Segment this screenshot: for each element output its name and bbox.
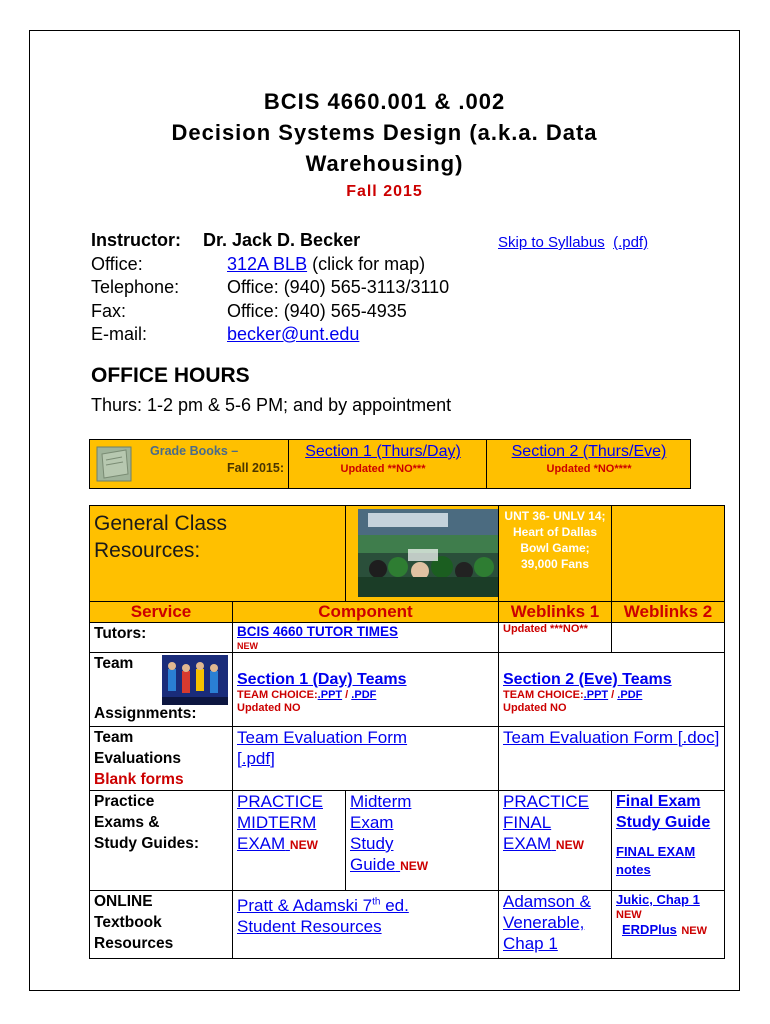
new-badge: NEW [616,909,642,921]
fax-label: Fax: [91,300,127,321]
link-text: Pratt & Adamski 7 [237,895,373,915]
online-textbook-label [90,891,233,959]
team-assignments-label-cell [90,653,233,727]
evaluations-label-line2: Evaluations [94,750,181,767]
skip-links [498,231,648,255]
office-value [227,253,425,277]
evaluation-form-doc-link[interactable]: .doc [682,728,715,747]
grade-books-bar [89,439,691,489]
instructor-name: Dr. Jack D. Becker [203,230,361,250]
fax-row [91,300,681,324]
jukic-cell [612,891,725,959]
section-2-teams-link[interactable]: Section 2 (Eve) Teams [503,671,672,688]
resources-table-wrap [89,505,725,959]
section-2-updated: Updated NO [503,702,567,714]
practice-exams-row [90,791,725,891]
grade-book-icon [94,444,134,484]
team-photo [162,655,228,705]
student-resources-link[interactable]: Student Resources [237,916,382,936]
email-row [91,323,681,347]
link-line: MIDTERM [237,813,317,832]
new-badge: NEW [289,838,318,852]
section-2-ppt-link[interactable]: .PPT [583,689,609,701]
course-title: BCIS 4660.001 & .002 [263,89,506,114]
pratt-cell [233,891,499,959]
office-map-link[interactable]: 312A BLB [227,253,308,274]
team-label: Team [94,655,134,672]
link-line: Midterm [350,792,412,811]
online-label-line3: Resources [94,935,174,952]
tutors-row [90,623,725,653]
resources-table [89,505,725,959]
grade-books-label [138,443,288,477]
new-badge: NEW [400,859,429,873]
online-textbook-row [90,891,725,959]
online-label-line1: ONLINE [94,893,153,910]
section-1-pdf-link[interactable]: .PDF [351,689,377,701]
team-assignments-row [90,653,725,727]
link-line: Exam [350,813,394,832]
adamson-cell [499,891,612,959]
link-line: Study [350,834,394,853]
practice-label-line1: Practice [94,793,155,810]
team-choice-label: TEAM CHOICE: [503,689,584,701]
link-line: PRACTICE [237,792,323,811]
grade-book-section-2-link[interactable]: Section 2 (Thurs/Eve) [511,443,667,460]
section-1-updated: Updated NO [237,702,301,714]
telephone-value: Office: (940) 565-3113/3110 [227,277,450,297]
jukic-chapter-link[interactable]: Jukic, Chap 1 [616,892,700,907]
section-1-teams-link[interactable]: Section 1 (Day) Teams [237,671,407,688]
tutors-component [233,623,499,653]
tutors-weblink-1 [499,623,612,653]
bowl-caption: UNT 36- UNLV 14; Heart of Dallas Bowl Game; 39,000 Fans [504,509,606,571]
new-badge: NEW [681,925,708,937]
resources-header-row [90,602,725,623]
section-1-team-choice [237,689,494,702]
final-guide-cell [612,791,725,891]
title-block [29,86,740,201]
link-line: Guide [350,855,396,874]
adamson-venerable-link[interactable] [503,892,591,953]
new-badge: NEW [555,838,584,852]
link-line: FINAL [503,813,552,832]
midterm-guide-cell [346,791,499,891]
grade-book-section-1-status: Updated **NO*** [340,463,426,475]
fax-value: Office: (940) 565-4935 [227,300,407,321]
blank-forms-label: Blank forms [94,771,184,788]
evaluations-label-line1: Team [94,729,134,746]
team-choice-label: TEAM CHOICE: [237,689,318,701]
tutors-weblink-2 [612,623,725,653]
superscript: th [372,896,381,907]
section-1-ppt-link[interactable]: .PPT [317,689,343,701]
office-hours-heading: OFFICE HOURS [91,364,250,387]
contact-block [91,229,681,347]
bracket: ] [714,728,720,747]
tutors-status: Updated ***NO** [503,623,588,635]
bracket: ] [270,749,275,768]
resources-banner-row [90,506,725,602]
section-2-pdf-link[interactable]: .PDF [617,689,643,701]
separator: / [342,689,352,701]
practice-exams-label [90,791,233,891]
resources-title-cell [90,506,346,602]
instructor-label: Instructor: [91,230,181,250]
office-row [91,253,681,277]
bowl-game-photo [358,509,498,597]
link-line: PRACTICE [503,792,589,811]
tutors-label: Tutors: [90,623,233,653]
grade-book-section-1 [289,443,477,475]
team-evaluations-label [90,727,233,791]
final-exam-study-guide-link[interactable]: Final Exam Study Guide [616,793,711,831]
header-component: Component [233,602,499,623]
resources-title-line1: General Class [94,512,228,535]
office-note: (click for map) [312,253,426,274]
empty-banner-cell [612,506,725,602]
team-section-1-cell [233,653,499,727]
link-line: Chap 1 [503,934,558,953]
evaluation-form-doc-cell [499,727,725,791]
final-exam-notes-link[interactable]: FINAL EXAM notes [616,844,696,877]
new-badge: NEW [237,641,258,651]
link-line: EXAM [237,834,286,853]
grade-books-title: Grade Books – [150,444,239,458]
grade-book-section-1-link[interactable]: Section 1 (Thurs/Day) [305,443,461,460]
office-hours-text: Thurs: 1-2 pm & 5-6 PM; and by appointment [91,395,452,415]
grade-book-section-2 [487,443,691,475]
link-line: EXAM [503,834,552,853]
term-label: Fall 2015 [346,183,423,200]
practice-midterm-cell [233,791,346,891]
office-label: Office: [91,253,143,274]
telephone-row [91,276,681,300]
skip-to-syllabus-link[interactable]: Skip to Syllabus [498,234,605,251]
syllabus-pdf-link[interactable]: (.pdf) [613,234,649,251]
online-label-line2: Textbook [94,914,162,931]
course-subtitle: Decision Systems Design (a.k.a. Data [171,120,598,145]
link-line: Adamson & [503,892,591,911]
practice-label-line2: Exams & [94,814,160,831]
course-subtitle-cont: Warehousing) [305,151,464,176]
erdplus-link[interactable]: ERDPlus [622,922,677,937]
telephone-label: Telephone: [91,277,180,297]
header-weblinks-2: Weblinks 2 [612,602,725,623]
team-evaluations-row [90,727,725,791]
grade-book-section-2-status: Updated *NO**** [546,463,632,475]
bowl-photo-cell [346,506,499,602]
link-text: ed. [380,895,409,915]
pratt-adamski-link[interactable] [237,896,409,915]
team-evaluation-form-link[interactable]: Team Evaluation Form [237,728,408,747]
link-line: Venerable, [503,913,585,932]
bracket: [ [237,749,242,768]
resources-title [94,506,341,564]
email-link[interactable]: becker@unt.edu [227,324,360,344]
bowl-caption-cell [499,506,612,602]
team-section-2-cell [499,653,725,727]
header-weblinks-1: Weblinks 1 [499,602,612,623]
separator: / [608,689,618,701]
header-service: Service [90,602,233,623]
practice-final-cell [499,791,612,891]
team-evaluation-form-doc-link[interactable]: Team Evaluation Form [ [503,728,683,747]
section-2-team-choice [503,689,720,702]
evaluation-form-pdf-cell [233,727,499,791]
assignments-label: Assignments: [94,705,197,722]
practice-label-line3: Study Guides: [94,835,200,852]
instructor-row [91,229,681,253]
grade-books-term: Fall 2015: [227,461,284,475]
email-label: E-mail: [91,324,148,344]
evaluation-form-pdf-link[interactable]: .pdf [241,749,271,768]
resources-title-line2: Resources: [94,539,201,562]
tutor-times-link[interactable]: BCIS 4660 TUTOR TIMES [237,624,399,639]
